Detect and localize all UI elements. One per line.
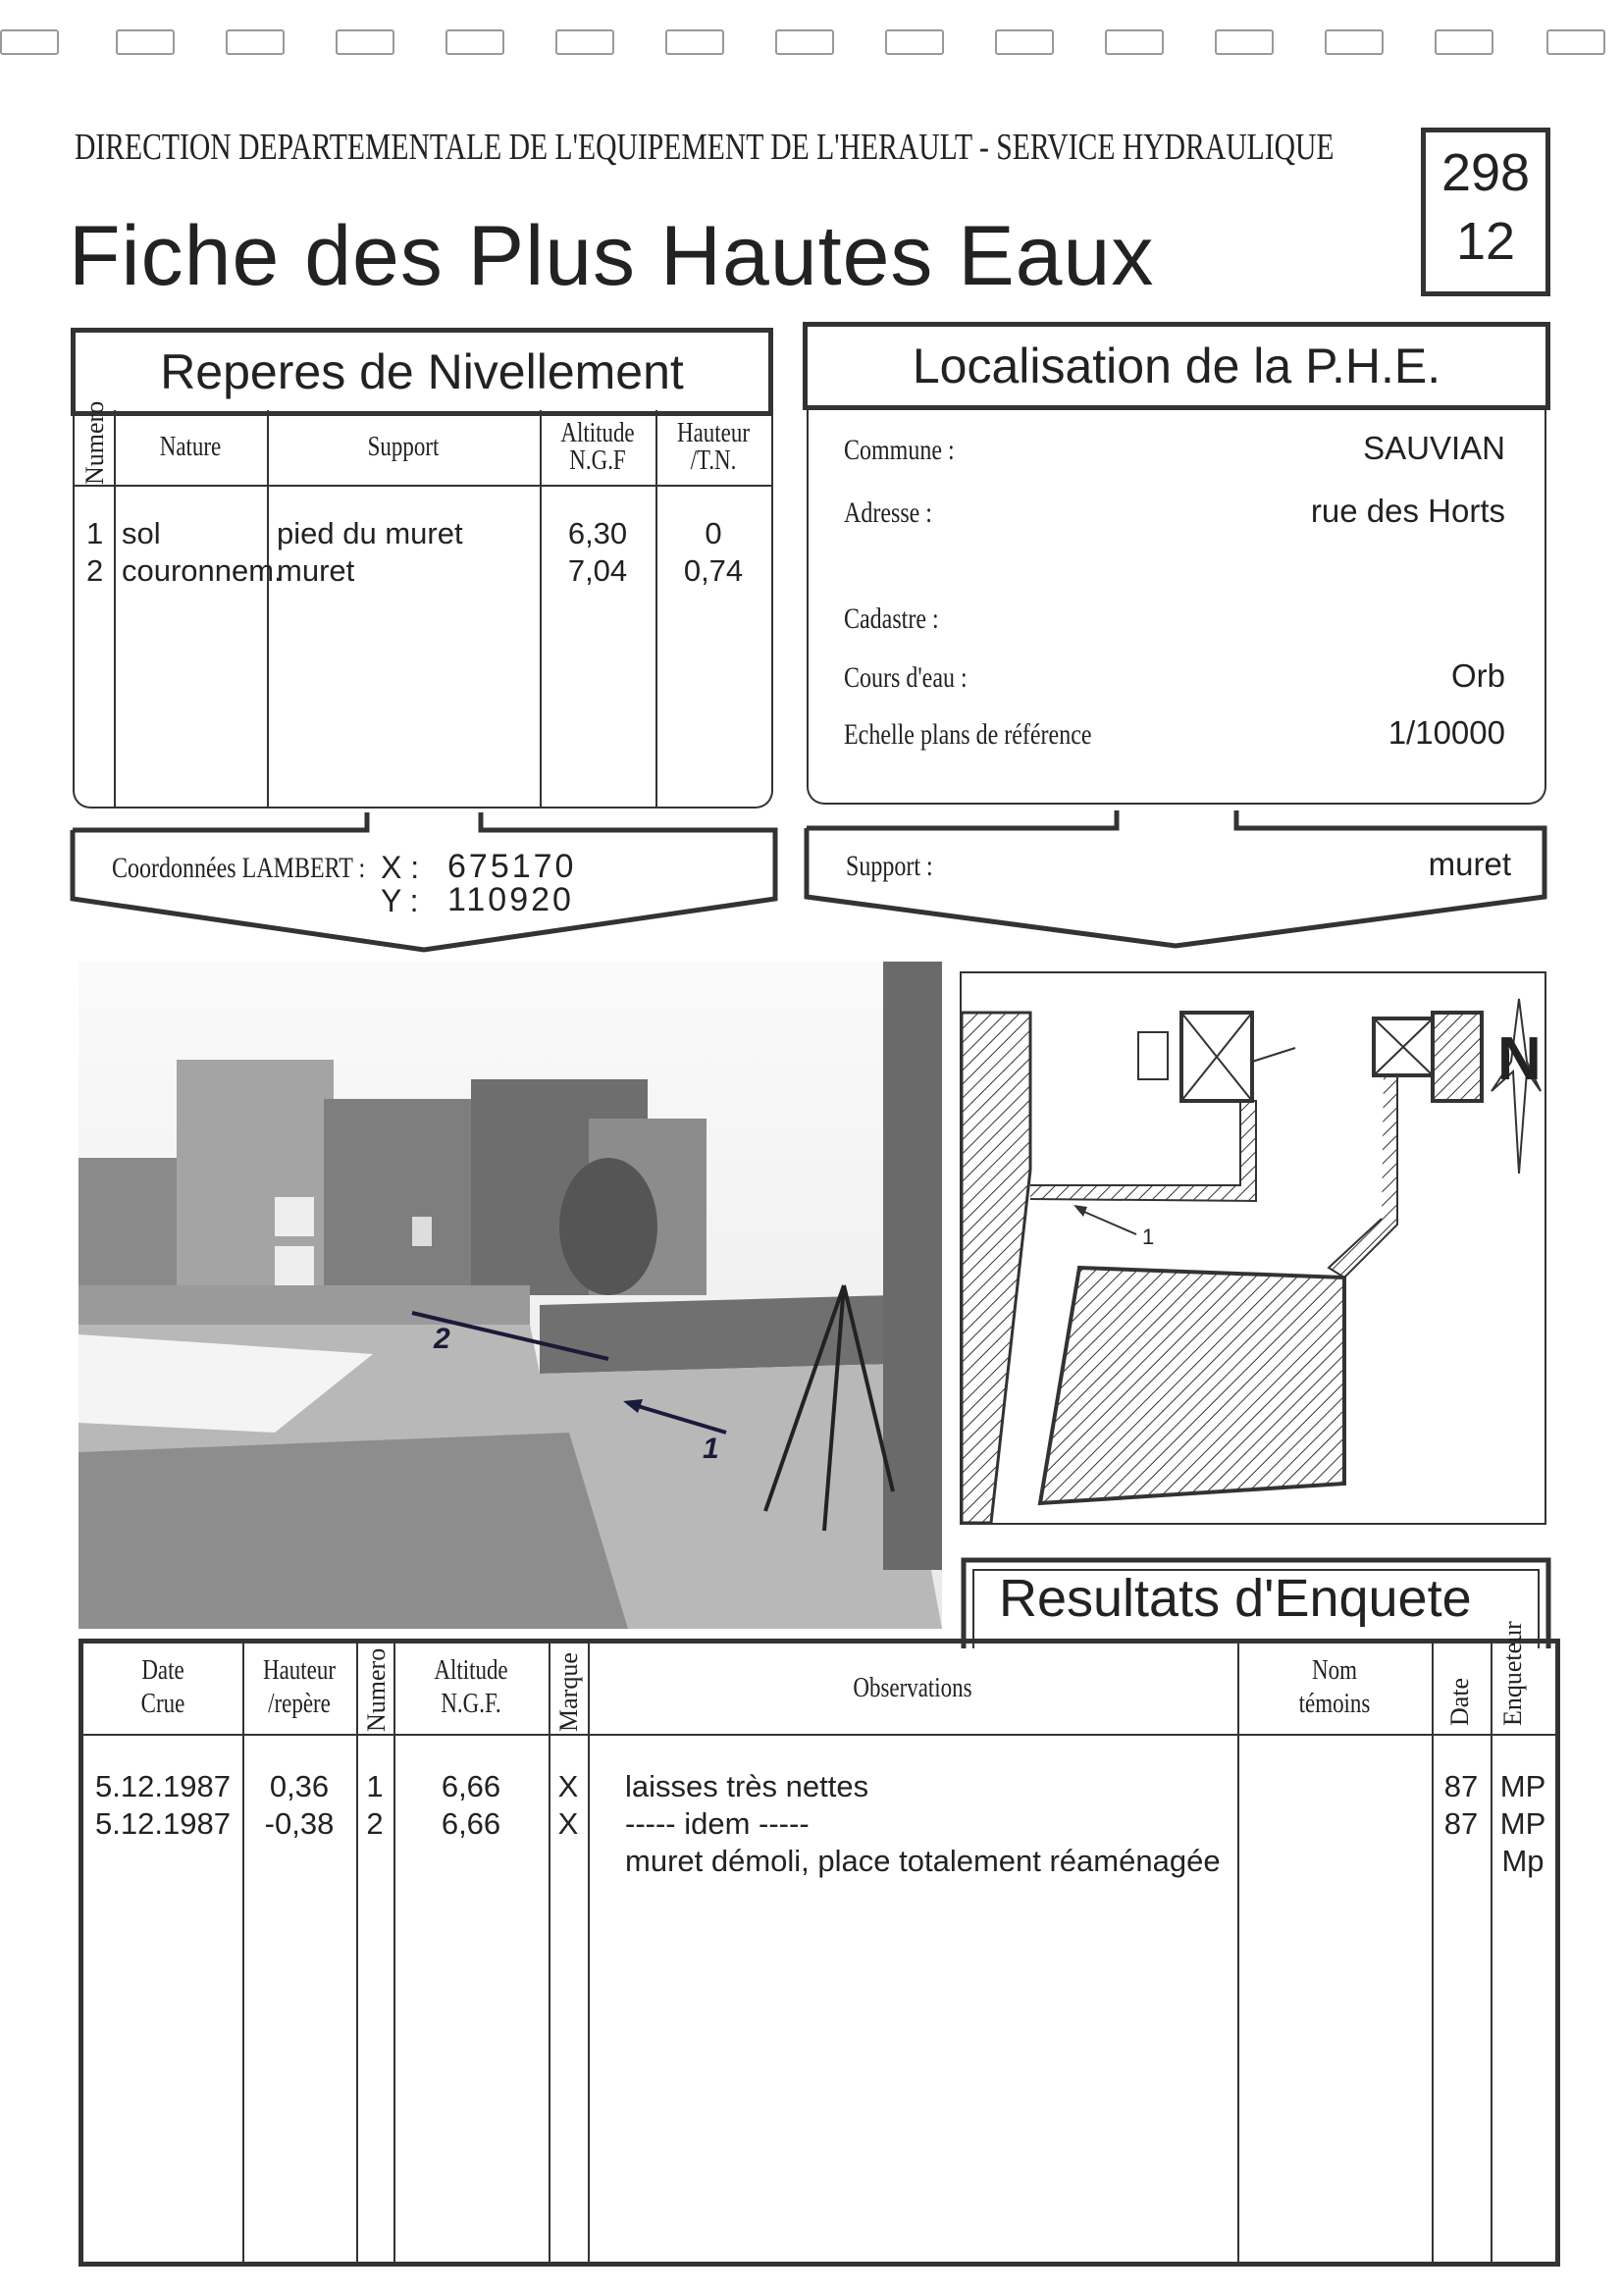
resultats-row-num: 1 [366, 1769, 384, 1803]
binder-hole [665, 29, 724, 55]
localisation-title: Localisation de la P.H.E. [803, 322, 1550, 410]
reperes-row-hauteur: 0 [705, 516, 722, 550]
col-hauteur-repere [252, 1657, 345, 1718]
col-date-crue-2: Crue [140, 1689, 185, 1719]
reperes-row-num: 2 [86, 553, 104, 588]
commune-value: SAUVIAN [1363, 430, 1505, 466]
binder-hole [445, 29, 504, 55]
col-enqueteur: Enqueteur [1498, 1621, 1527, 1726]
site-plan [960, 971, 1546, 1525]
adresse-value: rue des Horts [1310, 493, 1505, 529]
resultats-row-marque: X [557, 1769, 579, 1803]
resultats-row-date-enq: 87 [1443, 1806, 1479, 1841]
photo-marker-2: 2 [434, 1323, 450, 1355]
site-photo [79, 962, 942, 1629]
resultats-row-obs: ----- idem ----- [625, 1806, 810, 1841]
lambert-label: Coordonnées LAMBERT : [112, 852, 366, 884]
photo-marker-1: 1 [703, 1433, 719, 1465]
binder-holes [0, 29, 1623, 59]
reperes-row-hauteur: 0,74 [683, 553, 744, 588]
col-date-crue [98, 1657, 229, 1718]
col-date: Date [1445, 1677, 1474, 1726]
reperes-table [73, 400, 773, 809]
reperes-row-support: muret [277, 553, 355, 588]
fiche-number-top: 298 [1440, 143, 1531, 202]
col-hauteur-sub: /T.N. [690, 445, 737, 476]
col-nom-temoins-1: Nom [1312, 1655, 1357, 1686]
reperes-row-altitude: 6,30 [567, 516, 628, 550]
lambert-y-label: Y : [381, 883, 419, 918]
support-label: Support : [846, 850, 933, 882]
col-altitude-sub: N.G.F [569, 445, 626, 476]
resultats-row-enqueteur: MP [1499, 1806, 1546, 1841]
col-altitude-ngf-1: Altitude [434, 1655, 508, 1686]
col-hauteur-repere-2: /repère [268, 1689, 331, 1719]
plan-marker-1: 1 [1142, 1225, 1155, 1249]
cours-eau-value: Orb [1450, 657, 1505, 694]
binder-hole [555, 29, 614, 55]
col-altitude [550, 420, 646, 475]
col-hauteur-repere-1: Hauteur [263, 1655, 336, 1686]
binder-hole [1325, 29, 1384, 55]
col-support: Support [367, 432, 440, 462]
binder-hole [1546, 29, 1605, 55]
reperes-row-altitude: 7,04 [567, 553, 628, 588]
col-hauteur-label: Hauteur [677, 418, 750, 448]
binder-hole [1215, 29, 1274, 55]
binder-hole [995, 29, 1054, 55]
col-nom-temoins [1255, 1657, 1414, 1718]
binder-hole [116, 29, 175, 55]
resultats-row-num: 2 [366, 1806, 384, 1841]
reperes-title: Reperes de Nivellement [71, 328, 773, 416]
binder-hole [336, 29, 394, 55]
resultats-row-obs: laisses très nettes [625, 1769, 869, 1803]
reperes-row-num: 1 [86, 516, 104, 550]
lambert-x-label: X : [381, 850, 420, 885]
north-icon: N [1497, 1025, 1542, 1093]
col-marque: Marque [554, 1652, 583, 1732]
col-observations: Observations [853, 1673, 972, 1703]
binder-hole [0, 29, 59, 55]
resultats-table [79, 1621, 1560, 2267]
resultats-row-enqueteur: MP [1499, 1769, 1546, 1803]
resultats-row-altitude: 6,66 [441, 1806, 501, 1841]
binder-hole [226, 29, 285, 55]
col-date-crue-1: Date [141, 1655, 184, 1686]
localisation-body [807, 406, 1546, 805]
resultats-row-date: 5.12.1987 [95, 1806, 231, 1841]
binder-hole [1105, 29, 1164, 55]
resultats-row-enqueteur: Mp [1501, 1844, 1544, 1878]
cours-eau-label: Cours d'eau : [844, 661, 968, 694]
binder-hole [1435, 29, 1493, 55]
col-numero: Numero [362, 1647, 391, 1732]
col-numero: Numero [80, 400, 109, 485]
binder-hole [885, 29, 944, 55]
lambert-x-value: 675170 [447, 848, 577, 885]
support-value: muret [1428, 846, 1511, 882]
col-altitude-ngf-2: N.G.F. [441, 1689, 501, 1719]
col-nature: Nature [159, 432, 222, 462]
col-nom-temoins-2: témoins [1298, 1689, 1371, 1719]
lambert-y-value: 110920 [447, 881, 574, 918]
col-altitude-label: Altitude [560, 418, 635, 448]
page-title: Fiche des Plus Hautes Eaux [69, 209, 1155, 303]
resultats-row-hauteur: -0,38 [264, 1806, 335, 1841]
resultats-row-date-enq: 87 [1443, 1769, 1479, 1803]
col-altitude-ngf [407, 1657, 535, 1718]
reperes-row-support: pied du muret [277, 516, 463, 550]
commune-label: Commune : [844, 434, 955, 466]
fiche-number-box [1421, 128, 1550, 296]
direction-header: DIRECTION DEPARTEMENTALE DE L'EQUIPEMENT DE L'HERAULT - SERVICE HYDRAULIQUE [75, 127, 1335, 168]
resultats-row-hauteur: 0,36 [269, 1769, 330, 1803]
cadastre-label: Cadastre : [844, 602, 939, 635]
echelle-value: 1/10000 [1387, 714, 1505, 751]
fiche-number-bottom: 12 [1455, 212, 1516, 271]
col-hauteur [666, 420, 761, 475]
resultats-title: Resultats d'Enquete [999, 1569, 1472, 1628]
reperes-row-nature: couronnem. [122, 553, 283, 588]
resultats-row-altitude: 6,66 [441, 1769, 501, 1803]
resultats-row-marque: X [557, 1806, 579, 1841]
reperes-row-nature: sol [122, 516, 161, 550]
echelle-label: Echelle plans de référence [844, 718, 1092, 751]
binder-hole [775, 29, 834, 55]
resultats-row-date: 5.12.1987 [95, 1769, 231, 1803]
resultats-row-obs: muret démoli, place totalement réaménagée [625, 1844, 1221, 1878]
adresse-label: Adresse : [844, 496, 932, 529]
